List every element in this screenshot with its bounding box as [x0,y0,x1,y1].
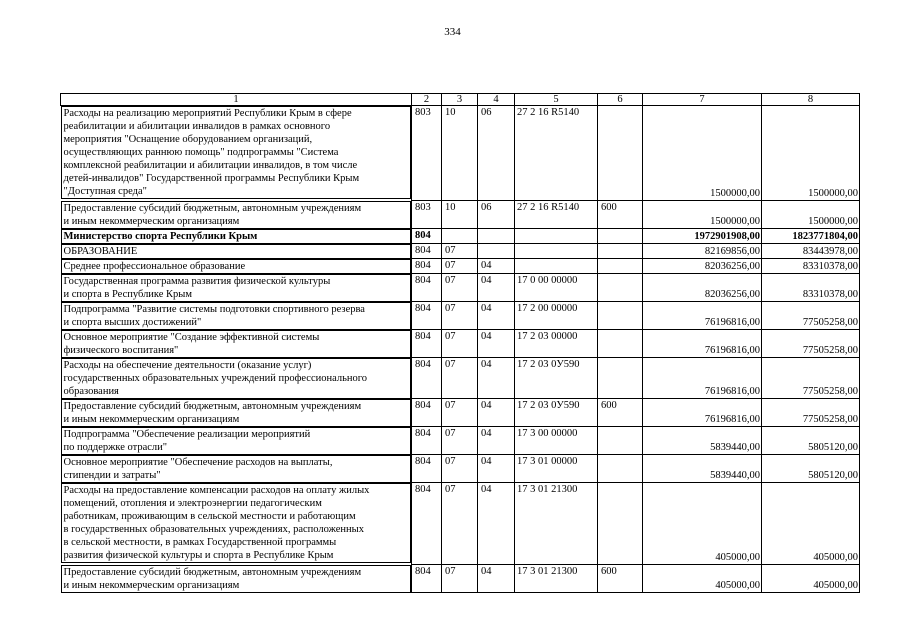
amount-year2-cell: 5805120,00 [762,427,860,455]
subsection-cell [478,229,515,244]
subsection-cell: 06 [478,201,515,229]
amount-year2-cell: 77505258,00 [762,330,860,358]
amount-year2-cell: 1823771804,00 [762,229,860,244]
name-cell [61,483,412,563]
name-cell [61,201,412,229]
section-cell: 07 [442,244,478,259]
header-cell-6: 6 [598,94,643,106]
admin-code-cell: 803 [412,106,442,201]
header-cell-5: 5 [515,94,598,106]
amount-year2-cell: 405000,00 [762,483,860,565]
table-row [61,399,860,427]
name-cell [61,358,412,399]
subsection-cell: 04 [478,427,515,455]
amount-year1-cell: 5839440,00 [643,427,762,455]
header-cell-4: 4 [478,94,515,106]
amount-year1-cell: 1500000,00 [643,106,762,201]
amount-year1-cell: 405000,00 [643,483,762,565]
row-label: Подпрограмма "Развитие системы подготовки спортивного резерва и спорта высших достижений" [63,303,365,328]
table-row [61,201,860,229]
target-article-cell: 17 2 00 00000 [515,302,598,330]
row-label: Основное мероприятие "Обеспечение расходов на выплаты, стипендии и затраты" [63,456,333,481]
expense-type-cell: 600 [598,399,643,427]
admin-code-cell: 804 [412,302,442,330]
expense-type-cell [598,455,643,483]
amount-year1-cell: 82036256,00 [643,259,762,274]
subsection-cell: 06 [478,106,515,201]
target-article-cell: 17 2 03 00000 [515,330,598,358]
admin-code-cell: 804 [412,330,442,358]
section-cell: 10 [442,201,478,229]
amount-year1-cell: 5839440,00 [643,455,762,483]
header-cell-1: 1 [61,94,412,106]
target-article-cell: 17 3 01 21300 [515,483,598,565]
expense-type-cell [598,274,643,302]
expense-type-cell: 600 [598,565,643,593]
admin-code-cell: 804 [412,358,442,399]
section-cell: 07 [442,427,478,455]
table-row [61,244,860,259]
table-row [61,274,860,302]
amount-year2-cell: 77505258,00 [762,302,860,330]
table-row [61,302,860,330]
subsection-cell: 04 [478,302,515,330]
amount-year1-cell: 82169856,00 [643,244,762,259]
table-row [61,565,860,593]
table-row [61,229,860,244]
name-cell [61,302,412,330]
amount-year2-cell: 83310378,00 [762,274,860,302]
amount-year1-cell: 1500000,00 [643,201,762,229]
expense-type-cell [598,427,643,455]
target-article-cell: 17 2 03 0У590 [515,399,598,427]
row-label: Подпрограмма "Обеспечение реализации мероприятий по поддержке отрасли" [63,428,311,453]
subsection-cell: 04 [478,330,515,358]
section-cell: 07 [442,483,478,565]
admin-code-cell: 803 [412,201,442,229]
section-cell: 07 [442,455,478,483]
admin-code-cell: 804 [412,274,442,302]
amount-year2-cell: 77505258,00 [762,399,860,427]
expense-type-cell [598,244,643,259]
subsection-cell: 04 [478,358,515,399]
amount-year1-cell: 76196816,00 [643,302,762,330]
header-cell-2: 2 [412,94,442,106]
row-label: Министерство спорта Республики Крым [63,230,258,242]
amount-year2-cell: 5805120,00 [762,455,860,483]
target-article-cell: 27 2 16 R5140 [515,106,598,201]
admin-code-cell: 804 [412,244,442,259]
subsection-cell: 04 [478,565,515,593]
subsection-cell: 04 [478,274,515,302]
target-article-cell [515,229,598,244]
amount-year1-cell: 1972901908,00 [643,229,762,244]
table-row [61,358,860,399]
amount-year2-cell: 77505258,00 [762,358,860,399]
table-row [61,106,860,201]
target-article-cell: 27 2 16 R5140 [515,201,598,229]
section-cell: 07 [442,302,478,330]
amount-year2-cell: 1500000,00 [762,201,860,229]
admin-code-cell: 804 [412,455,442,483]
admin-code-cell: 804 [412,565,442,593]
subsection-cell: 04 [478,259,515,274]
expense-type-cell [598,229,643,244]
amount-year1-cell: 76196816,00 [643,330,762,358]
target-article-cell: 17 3 01 21300 [515,565,598,593]
expense-type-cell [598,259,643,274]
section-cell [442,229,478,244]
row-label: Предоставление субсидий бюджетным, автономным учреждениям и иным некоммерческим организациям [63,566,362,591]
section-cell: 07 [442,358,478,399]
subsection-cell [478,244,515,259]
header-cell-7: 7 [643,94,762,106]
admin-code-cell: 804 [412,229,442,244]
amount-year1-cell: 76196816,00 [643,399,762,427]
header-row [61,94,860,106]
expense-type-cell [598,302,643,330]
row-label: ОБРАЗОВАНИЕ [63,245,138,257]
table-row [61,483,860,565]
section-cell: 07 [442,259,478,274]
row-label: Основное мероприятие "Создание эффективной системы физического воспитания" [63,331,320,356]
subsection-cell: 04 [478,483,515,565]
amount-year2-cell: 405000,00 [762,565,860,593]
row-label: Расходы на обеспечение деятельности (оказание услуг) государственных образовательных учреждений профессионального образования [63,359,368,397]
expense-type-cell [598,330,643,358]
subsection-cell: 04 [478,455,515,483]
admin-code-cell: 804 [412,427,442,455]
expense-type-cell [598,358,643,399]
subsection-cell: 04 [478,399,515,427]
section-cell: 10 [442,106,478,201]
row-label: Расходы на реализацию мероприятий Республики Крым в сфере реабилитации и абилитации инвалидов в рамках основного мероприятия "Оснащение оборудованием организаций, осуществляющих раннюю помощь" подпрограммы "Система комплексной реабилитации и абилитации инвалидов, в том числе детей-инвалидов" Государственной программы Республики Крым "Доступная среда" [63,108,360,197]
admin-code-cell: 804 [412,483,442,565]
row-label: Предоставление субсидий бюджетным, автономным учреждениям и иным некоммерческим организациям [63,202,362,227]
name-cell [61,565,412,593]
expense-type-cell: 600 [598,201,643,229]
name-cell [61,330,412,358]
table-row [61,427,860,455]
amount-year1-cell: 76196816,00 [643,358,762,399]
table-row [61,455,860,483]
table-row [61,259,860,274]
section-cell: 07 [442,330,478,358]
name-cell [61,399,412,427]
name-cell [61,274,412,302]
name-cell [61,244,412,259]
row-label: Государственная программа развития физической культуры и спорта в Республике Крым [63,275,331,300]
target-article-cell: 17 3 00 00000 [515,427,598,455]
header-cell-8: 8 [762,94,860,106]
admin-code-cell: 804 [412,259,442,274]
amount-year2-cell: 83310378,00 [762,259,860,274]
name-cell [61,455,412,483]
row-label: Расходы на предоставление компенсации расходов на оплату жилых помещений, отопления и электроэнергии педагогическим работникам, проживающим в сельской местности и работающим в государственных образовательных учреждениях, расположенных в сельской местности, в рамках Государственной программы развития физической культуры и спорта в Республике Крым [63,484,370,561]
name-cell [61,229,412,244]
section-cell: 07 [442,565,478,593]
header-cell-3: 3 [442,94,478,106]
expense-type-cell [598,106,643,201]
name-cell [61,106,412,199]
section-cell: 07 [442,274,478,302]
target-article-cell [515,244,598,259]
page-number: 334 [444,26,461,38]
amount-year2-cell: 1500000,00 [762,106,860,201]
amount-year1-cell: 405000,00 [643,565,762,593]
row-label: Предоставление субсидий бюджетным, автономным учреждениям и иным некоммерческим организациям [63,400,362,425]
section-cell: 07 [442,399,478,427]
target-article-cell: 17 2 03 0У590 [515,358,598,399]
amount-year1-cell: 82036256,00 [643,274,762,302]
budget-table [60,93,860,593]
amount-year2-cell: 83443978,00 [762,244,860,259]
table-row [61,330,860,358]
name-cell [61,427,412,455]
expense-type-cell [598,483,643,565]
target-article-cell [515,259,598,274]
target-article-cell: 17 3 01 00000 [515,455,598,483]
name-cell [61,259,412,274]
target-article-cell: 17 0 00 00000 [515,274,598,302]
admin-code-cell: 804 [412,399,442,427]
row-label: Среднее профессиональное образование [63,260,246,272]
